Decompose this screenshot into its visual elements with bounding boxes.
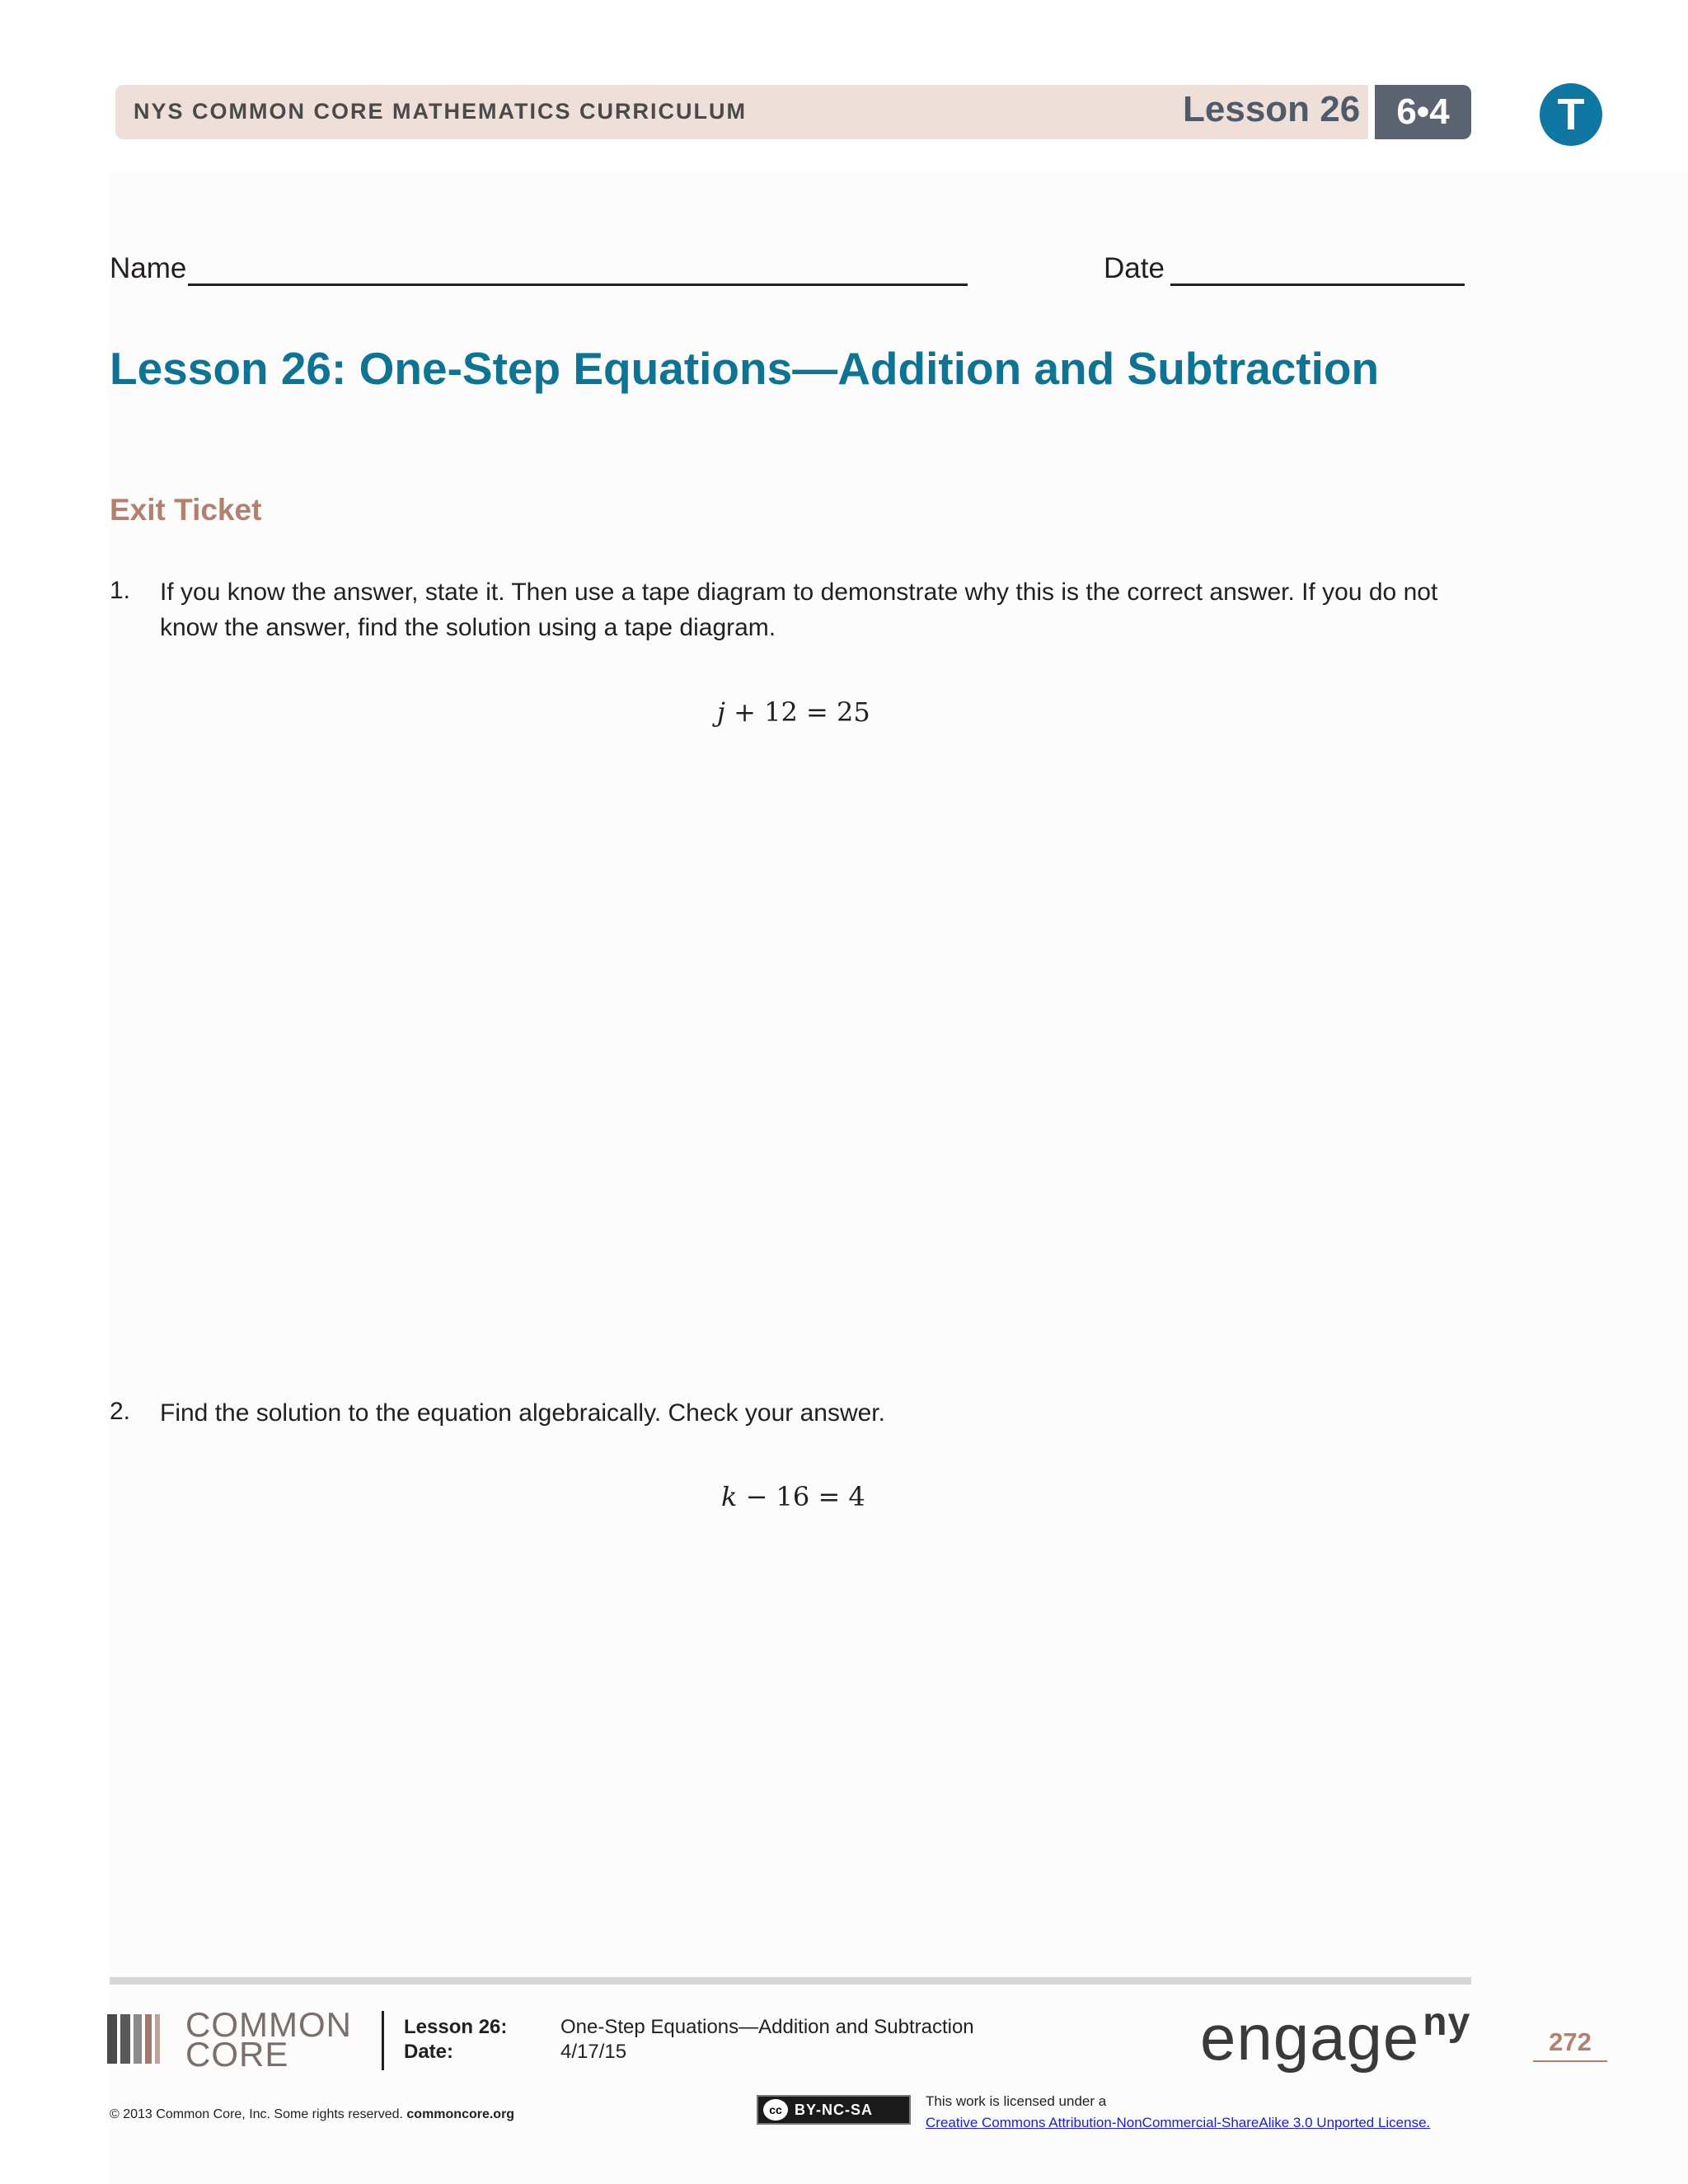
page-title: Lesson 26: One-Step Equations—Addition and Subtraction bbox=[110, 343, 1380, 394]
page-number: 272 bbox=[1533, 2027, 1607, 2062]
teacher-badge-icon: T bbox=[1540, 83, 1602, 146]
question-2-equation: k − 16 = 4 bbox=[721, 1481, 865, 1512]
question-1-equation: j + 12 = 25 bbox=[717, 696, 870, 728]
date-field[interactable] bbox=[1170, 284, 1465, 286]
question-2-text: Find the solution to the equation algebraically. Check your answer. bbox=[160, 1399, 885, 1427]
cc-badge-text: BY-NC-SA bbox=[795, 2102, 874, 2118]
license-text: This work is licensed under a bbox=[926, 2093, 1107, 2109]
footer-rule bbox=[110, 1977, 1471, 1985]
question-2-answer-area[interactable] bbox=[160, 1525, 1462, 1953]
grade-module-badge: 6•4 bbox=[1375, 85, 1471, 139]
question-2-number: 2. bbox=[110, 1398, 131, 1425]
section-heading: Exit Ticket bbox=[110, 493, 262, 527]
question-1-number: 1. bbox=[110, 577, 131, 604]
footer-date-label: Date: bbox=[404, 2041, 454, 2063]
license-link[interactable]: Creative Commons Attribution-NonCommercial-ShareAlike 3.0 Unported License. bbox=[926, 2115, 1431, 2130]
creative-commons-icon: cc bbox=[763, 2099, 788, 2121]
footer-divider bbox=[382, 2011, 384, 2070]
footer-date-value: 4/17/15 bbox=[560, 2041, 627, 2063]
logo-text-common: COMMON bbox=[185, 2005, 352, 2044]
name-field[interactable] bbox=[188, 284, 968, 286]
name-label: Name bbox=[110, 252, 187, 284]
curriculum-title: NYS COMMON CORE MATHEMATICS CURRICULUM bbox=[134, 99, 747, 124]
common-core-logo bbox=[107, 2011, 173, 2069]
logo-text-core: CORE bbox=[185, 2035, 289, 2074]
cc-license-badge[interactable] bbox=[757, 2095, 911, 2125]
footer-lesson-value: One-Step Equations—Addition and Subtraction bbox=[560, 2016, 974, 2038]
copyright-notice: © 2013 Common Core, Inc. Some rights reserved. commoncore.org bbox=[110, 2107, 515, 2121]
date-label: Date bbox=[1104, 252, 1165, 284]
common-core-bars-icon bbox=[107, 2011, 173, 2065]
question-1-text: If you know the answer, state it. Then use a tape diagram to demonstrate why this is the correct answer. If you do not know the answer, find the solution using a tape diagram. bbox=[160, 579, 1438, 641]
footer-lesson-label: Lesson 26: bbox=[404, 2016, 508, 2038]
engageny-logo: engage$^{ny}$ bbox=[1200, 2000, 1471, 2074]
question-1-answer-area[interactable] bbox=[160, 742, 1462, 1368]
lesson-label: Lesson 26 bbox=[1183, 89, 1361, 129]
